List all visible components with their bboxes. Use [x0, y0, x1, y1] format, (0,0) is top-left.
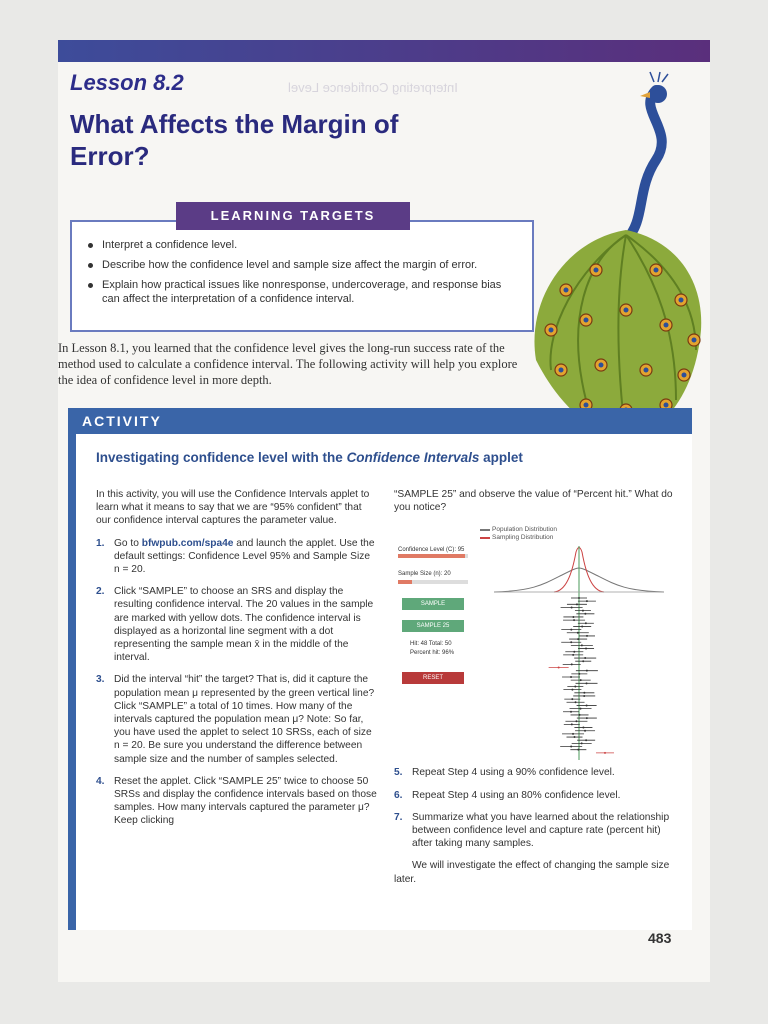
sample-mean-dot — [582, 661, 584, 663]
sample-mean-dot — [578, 673, 580, 675]
step-5 — [394, 766, 674, 779]
sample-mean-dot — [571, 664, 573, 666]
sample-mean-dot — [585, 623, 587, 625]
sample-mean-dot — [586, 717, 588, 719]
sample-mean-dot — [576, 604, 578, 606]
legend-swatch — [480, 529, 490, 531]
textbook-page — [58, 40, 710, 982]
sample-mean-dot — [581, 743, 583, 745]
sample-mean-dot — [573, 651, 575, 653]
sample-mean-dot — [577, 632, 579, 634]
sample-mean-dot — [586, 601, 588, 603]
header-band — [58, 40, 710, 62]
step-2 — [96, 585, 378, 664]
sample-size-slider[interactable] — [398, 580, 468, 584]
activity-title — [96, 450, 523, 465]
confidence-intervals — [549, 597, 614, 754]
slider-fill — [398, 554, 465, 558]
step-text: Did the interval “hit” the target? That is, did it capture the population mean μ represented by the green vertical line? Click “SAMPLE” a total of 10 times. How many of the intervals captured the population mean μ? Note: So far, you have used the applet to select 10 SRSs, each of size n = 20. Be sure you understand the difference between sample size and the number of samples selected. — [114, 674, 375, 765]
step-7 — [394, 811, 674, 851]
sample-mean-dot — [586, 670, 588, 672]
learning-targets-box — [70, 220, 534, 332]
step-number: 3. — [96, 674, 105, 686]
sample-mean-dot — [570, 746, 572, 748]
target-item: Describe how the confidence level and sample size affect the margin of error. — [86, 258, 518, 272]
step-text: Click “SAMPLE” to choose an SRS and display the resulting confidence interval. The 20 values in the sample are marked with yellow dots. The confidence interval is displayed as a horizontal line segment with a dot representing the sample mean x̄ in the middle of the interval. — [114, 586, 374, 664]
sample-mean-dot — [579, 714, 581, 716]
interval-plot — [484, 544, 674, 760]
step-1-pre: Go to — [114, 537, 142, 549]
applet-legend — [480, 526, 557, 542]
step-number: 4. — [96, 775, 105, 787]
sample-mean-dot — [586, 705, 588, 707]
closing-text: We will investigate the effect of changing the sample size later. — [394, 860, 670, 885]
lesson-title: What Affects the Margin of Error? — [70, 109, 399, 171]
sample-mean-dot — [571, 724, 573, 726]
legend-swatch — [480, 537, 490, 539]
activity-title-italic: Confidence Intervals — [346, 450, 480, 465]
activity-label: ACTIVITY — [68, 408, 692, 434]
step-4-continued: “SAMPLE 25” and observe the value of “Percent hit.” What do you notice? — [394, 489, 673, 514]
sample-mean-dot — [583, 695, 585, 697]
sample-mean-dot — [577, 749, 579, 751]
sample-mean-dot — [572, 616, 574, 618]
sample-mean-dot — [573, 736, 575, 738]
legend-label: Sampling Distribution — [492, 534, 554, 542]
sample-mean-dot — [575, 721, 577, 723]
step-6 — [394, 789, 674, 802]
percent-hit-readout: Percent hit: 96% — [410, 650, 455, 657]
sample-mean-dot — [584, 657, 586, 659]
step-number: 6. — [394, 789, 403, 801]
sample-mean-dot — [570, 676, 572, 678]
legend-label: Population Distribution — [492, 526, 558, 534]
sample-mean-dot — [584, 730, 586, 732]
sample-mean-dot — [582, 610, 584, 612]
sample-mean-dot — [604, 752, 606, 754]
step-text: Repeat Step 4 using a 90% confidence level. — [412, 767, 615, 779]
target-item: Interpret a confidence level. — [86, 238, 518, 252]
sample-mean-dot — [571, 607, 573, 609]
show-through-text: Interpreting Confidence Level — [288, 80, 458, 95]
sample-mean-dot — [573, 620, 575, 622]
step-1-post: and launch the applet. Use the default settings: Confidence Level 95% and Sample Size n = 20. — [114, 537, 375, 576]
sample-mean-dot — [571, 699, 573, 701]
target-item: Explain how practical issues like nonresponse, undercoverage, and response bias can affect the interpretation of a confidence interval. — [86, 278, 518, 306]
step-text: Summarize what you have learned about the relationship between confidence level and capture rate (percent hit) after taking many samples. — [412, 811, 670, 850]
step-4 — [96, 775, 378, 828]
sample-mean-dot — [586, 635, 588, 637]
peacock-illustration — [526, 70, 706, 450]
activity-left-column — [96, 488, 378, 837]
activity-title-suffix: applet — [479, 450, 523, 465]
activity-intro: In this activity, you will use the Confidence Intervals applet to learn what it means to say that we are “95% confident” that our confidence interval captures the parameter value. — [96, 489, 370, 527]
sample-mean-dot — [584, 613, 586, 615]
sample-mean-dot — [585, 648, 587, 650]
sample-25-button[interactable]: SAMPLE 25 — [402, 620, 464, 632]
activity-right-column — [394, 488, 674, 894]
sample-button[interactable]: SAMPLE — [402, 598, 464, 610]
step-number: 7. — [394, 811, 403, 823]
step-text: Reset the applet. Click “SAMPLE 25” twice to choose 50 SRSs and display the confidence intervals based on those samples. How many intervals captured the parameter μ? Keep clicking — [114, 775, 377, 827]
step-number: 2. — [96, 586, 105, 598]
hit-total-readout: Hit: 48 Total: 50 — [410, 641, 452, 648]
confidence-intervals-applet — [394, 526, 676, 760]
step-1 — [96, 537, 378, 577]
sample-mean-dot — [570, 642, 572, 644]
sample-mean-dot — [572, 733, 574, 735]
sample-mean-dot — [582, 727, 584, 729]
sample-mean-dot — [558, 667, 560, 669]
sample-mean-dot — [574, 686, 576, 688]
learning-targets-list — [86, 238, 518, 312]
sample-mean-dot — [585, 740, 587, 742]
applet-link[interactable]: bfwpub.com/spa4e — [141, 537, 234, 549]
confidence-level-slider[interactable] — [398, 554, 468, 558]
sample-mean-dot — [578, 597, 580, 599]
activity-title-prefix: Investigating confidence level with the — [96, 450, 347, 465]
activity-box — [68, 408, 692, 930]
reset-button[interactable]: RESET — [402, 672, 464, 684]
sample-mean-dot — [583, 692, 585, 694]
legend-sampling — [480, 534, 557, 542]
slider-fill — [398, 580, 412, 584]
sample-mean-dot — [586, 683, 588, 685]
confidence-level-label: Confidence Level (C): 95 — [398, 547, 465, 554]
sample-mean-dot — [571, 689, 573, 691]
sample-mean-dot — [580, 680, 582, 682]
page-number: 483 — [648, 930, 672, 946]
step-text: Repeat Step 4 using an 80% confidence level. — [412, 789, 621, 801]
step-3 — [96, 673, 378, 765]
step-number: 5. — [394, 767, 403, 779]
legend-population — [480, 526, 557, 534]
sample-mean-dot — [577, 638, 579, 640]
learning-targets-heading: LEARNING TARGETS — [176, 202, 410, 230]
sample-mean-dot — [572, 654, 574, 656]
intro-paragraph: In Lesson 8.1, you learned that the confidence level gives the long-run success rate of the method used to calculate a confidence interval. The following activity will help you explore the idea of confidence level in more depth. — [58, 341, 518, 387]
sample-mean-dot — [570, 629, 572, 631]
sample-mean-dot — [570, 711, 572, 713]
step-number: 1. — [96, 537, 105, 549]
sample-mean-dot — [580, 708, 582, 710]
sample-mean-dot — [581, 626, 583, 628]
sample-mean-dot — [581, 645, 583, 647]
sample-mean-dot — [575, 702, 577, 704]
sample-size-label: Sample Size (n): 20 — [398, 571, 451, 578]
lesson-number: Lesson 8.2 — [70, 70, 184, 95]
